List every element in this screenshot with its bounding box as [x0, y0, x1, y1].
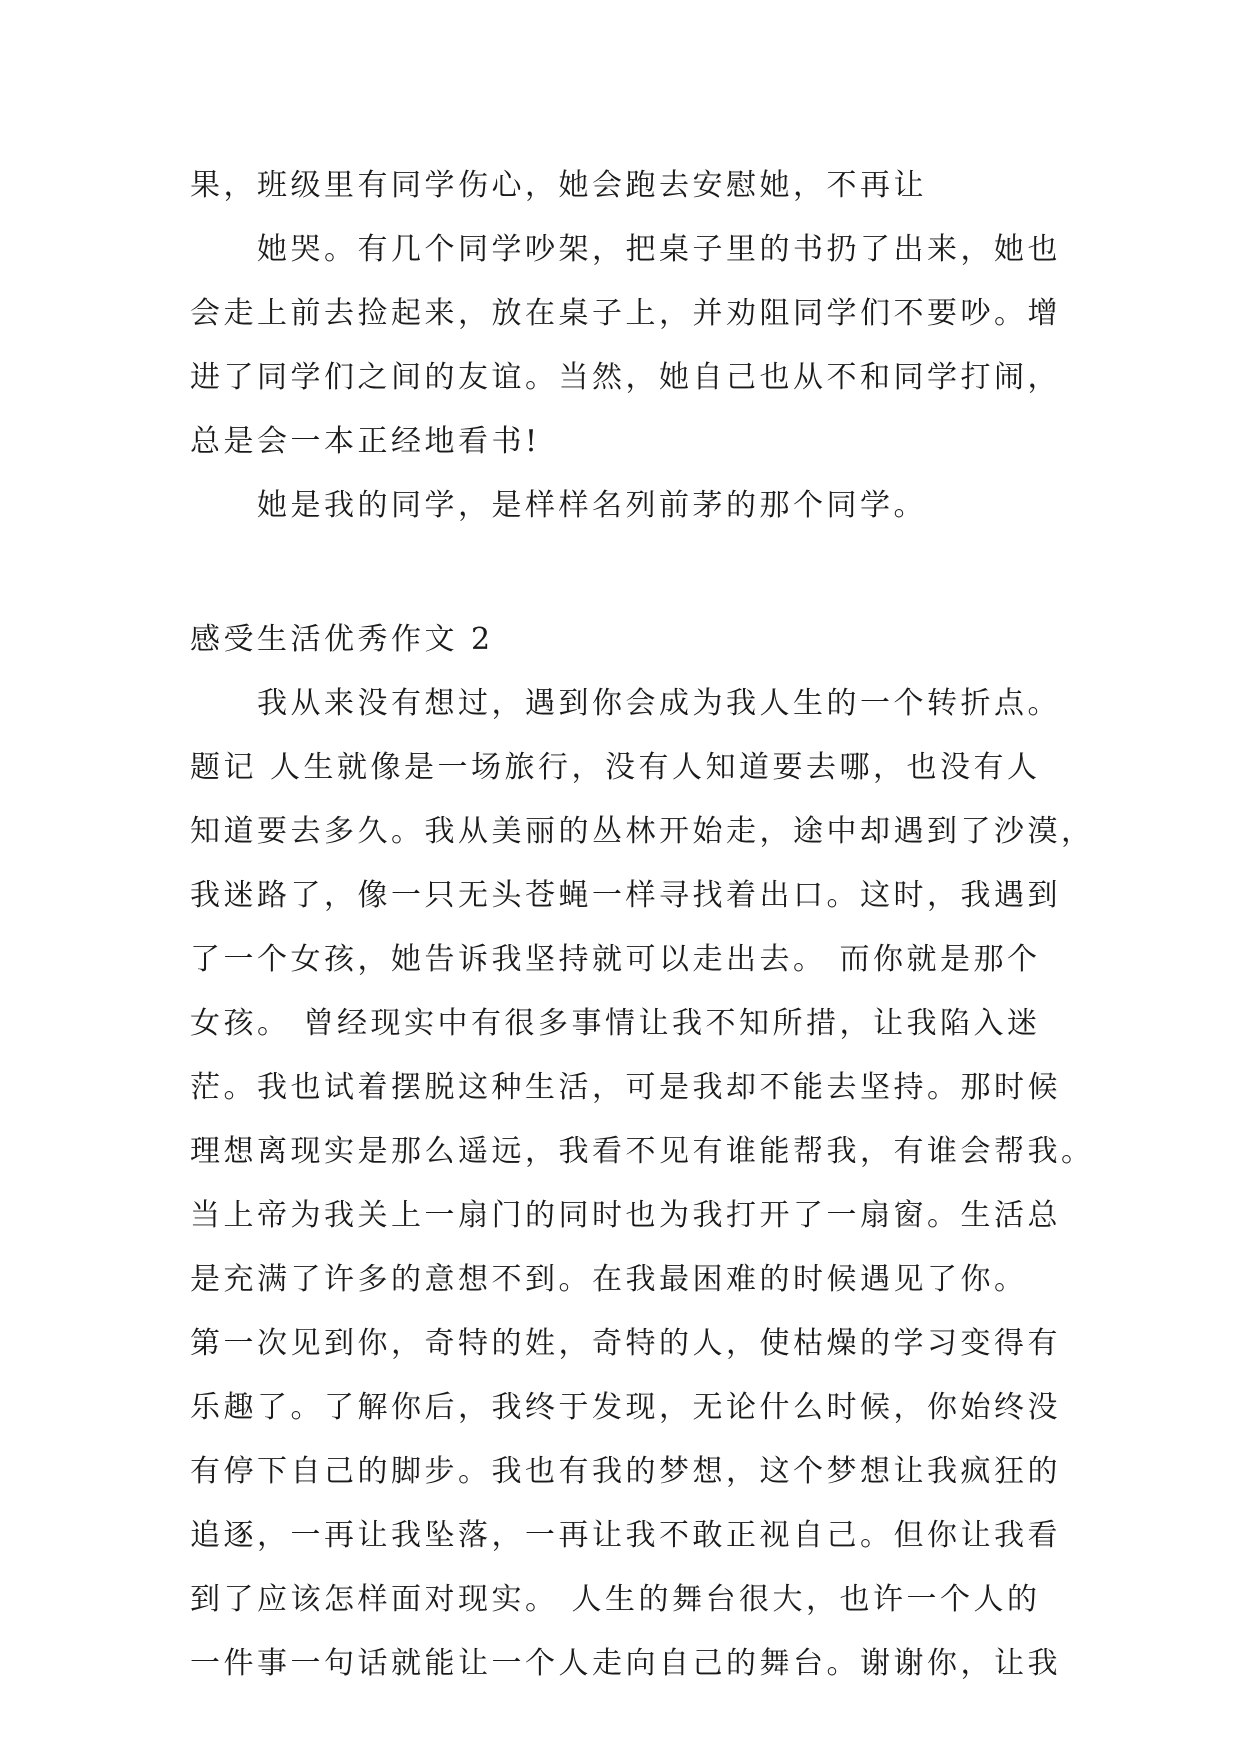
text-line: 到了应该怎样面对现实。 人生的舞台很大，也许一个人的	[190, 1582, 1041, 1617]
text-line: 理想离现实是那么遥远，我看不见有谁能帮我，有谁会帮我。	[190, 1134, 1095, 1169]
text-line: 进了同学们之间的友谊。当然，她自己也从不和同学打闹，	[190, 360, 1061, 395]
text-line: 追逐，一再让我坠落，一再让我不敢正视自己。但你让我看	[190, 1518, 1061, 1553]
text-line: 茫。我也试着摆脱这种生活，可是我却不能去坚持。那时候	[190, 1070, 1061, 1105]
text-line: 她哭。有几个同学吵架，把桌子里的书扔了出来，她也	[190, 232, 1061, 267]
text-line: 一件事一句话就能让一个人走向自己的舞台。谢谢你，让我	[190, 1646, 1061, 1681]
text-line: 题记 人生就像是一场旅行，没有人知道要去哪，也没有人	[190, 750, 1041, 785]
text-line: 当上帝为我关上一扇门的同时也为我打开了一扇窗。生活总	[190, 1198, 1061, 1233]
text-line: 果，班级里有同学伤心，她会跑去安慰她，不再让	[190, 168, 927, 203]
text-line: 我迷路了，像一只无头苍蝇一样寻找着出口。这时，我遇到	[190, 878, 1061, 913]
text-line: 第一次见到你，奇特的姓，奇特的人，使枯燥的学习变得有	[190, 1326, 1061, 1361]
text-line: 了一个女孩，她告诉我坚持就可以走出去。 而你就是那个	[190, 942, 1041, 977]
text-line: 她是我的同学，是样样名列前茅的那个同学。	[190, 488, 927, 523]
text-line: 总是会一本正经地看书!	[190, 424, 541, 459]
text-line: 知道要去多久。我从美丽的丛林开始走，途中却遇到了沙漠，	[190, 814, 1095, 849]
text-line: 是充满了许多的意想不到。在我最困难的时候遇见了你。	[190, 1262, 1028, 1297]
text-line: 我从来没有想过，遇到你会成为我人生的一个转折点。	[190, 686, 1061, 721]
text-line: 有停下自己的脚步。我也有我的梦想，这个梦想让我疯狂的	[190, 1454, 1061, 1489]
text-line: 乐趣了。了解你后，我终于发现，无论什么时候，你始终没	[190, 1390, 1061, 1425]
text-line: 女孩。 曾经现实中有很多事情让我不知所措，让我陷入迷	[190, 1006, 1041, 1041]
text-line: 会走上前去捡起来，放在桌子上，并劝阻同学们不要吵。增	[190, 296, 1061, 331]
section-heading: 感受生活优秀作文 2	[190, 622, 494, 657]
